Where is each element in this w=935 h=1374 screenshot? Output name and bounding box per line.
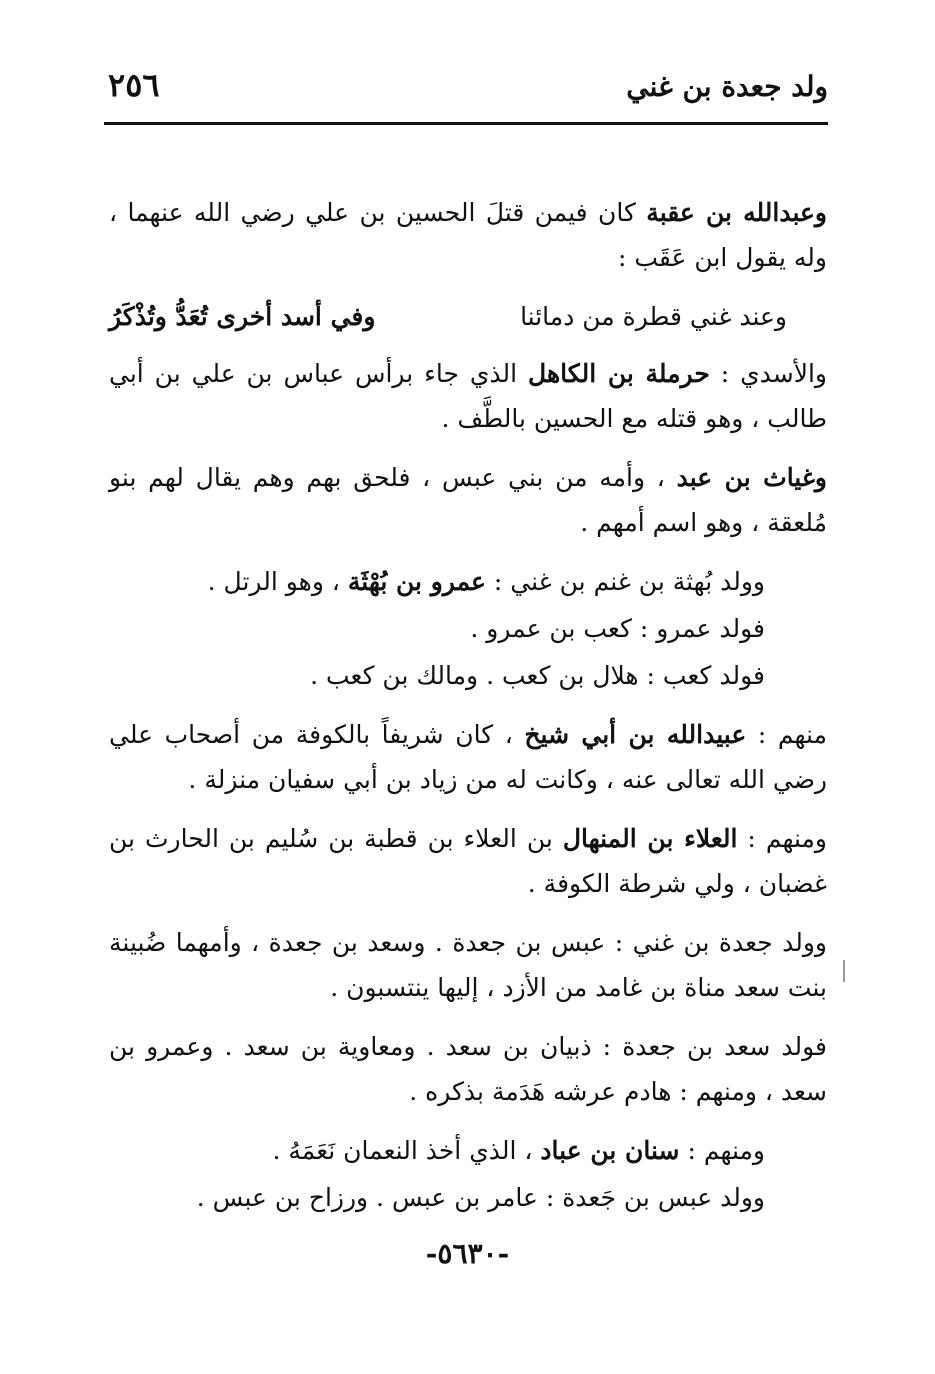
verse-first-hemistich: وعند غني قطرة من دمائنا <box>520 302 787 331</box>
paragraph-prefix: ومنهم : <box>679 1136 765 1165</box>
paragraph-text: فولد سعد بن جعدة : ذبيان بن سعد . ومعاوية بن سعد . وعمرو بن سعد ، ومنهم : هادم عرشه هَدَمة بذكره . <box>109 1032 827 1106</box>
header-rule <box>104 122 828 125</box>
paragraph-lead: وغياث بن عبد <box>676 463 827 492</box>
paragraph <box>109 1128 827 1173</box>
paragraph <box>109 712 827 802</box>
paragraph-text: وولد عبس بن جَعدة : عامر بن عبس . ورزاح بن عبس . <box>196 1183 765 1212</box>
paragraph-text: وولد جعدة بن غني : عبس بن جعدة . وسعد بن جعدة ، وأمهما ضُبينة بنت سعد مناة بن غامد من الأزد ، إليها ينتسبون . <box>109 928 827 1002</box>
page-body <box>109 190 827 1234</box>
paragraph-text: ، وهو الرتل . <box>207 567 348 596</box>
paragraph <box>109 190 827 280</box>
paragraph-text: ، الذي أخذ النعمان نَعَمَهُ . <box>272 1136 541 1165</box>
paragraph-prefix: ومنهم : <box>737 824 827 853</box>
scan-edge-mark <box>843 960 845 982</box>
poem-verse <box>109 294 827 339</box>
paragraph <box>109 1175 827 1220</box>
paragraph-text: ، كان شريفاً بالكوفة من أصحاب علي رضي الله تعالى عنه ، وكانت له من زياد بن أبي سفيان منزلة . <box>109 720 827 794</box>
page-number-top: ٢٥٦ <box>108 66 160 104</box>
paragraph-text: فولد عمرو : كعب بن عمرو . <box>470 614 765 643</box>
paragraph <box>109 351 827 441</box>
paragraph-prefix: والأسدي : <box>709 359 827 388</box>
paragraph-text: بن العلاء بن قطبة بن سُليم بن الحارث بن غضبان ، ولي شرطة الكوفة . <box>109 824 827 898</box>
paragraph <box>109 920 827 1010</box>
paragraph <box>109 1024 827 1114</box>
paragraph <box>109 559 827 604</box>
page-number-footer: -٥٦٣٠- <box>425 1237 510 1270</box>
verse-second-hemistich: وفي أسد أخرى تُعَدُّ وتُذْكَرُ <box>109 302 376 331</box>
paragraph-text: كان فيمن قتلَ الحسين بن علي رضي الله عنهما ، وله يقول ابن عَقَب : <box>109 198 827 272</box>
paragraph-text: ، وأمه من بني عبس ، فلحق بهم وهم يقال لهم بنو مُلعقة ، وهو اسم أمهم . <box>109 463 827 537</box>
paragraph-prefix: منهم : <box>746 720 827 749</box>
paragraph-lead: عبيدالله بن أبي شيخ <box>524 720 747 749</box>
paragraph <box>109 816 827 906</box>
paragraph <box>109 653 827 698</box>
paragraph <box>109 606 827 651</box>
paragraph-text: فولد كعب : هلال بن كعب . ومالك بن كعب . <box>310 661 765 690</box>
paragraph-text: الذي جاء برأس عباس بن علي بن أبي طالب ، وهو قتله مع الحسين بالطَّف . <box>109 359 827 433</box>
paragraph-lead: العلاء بن المنهال <box>562 824 738 853</box>
paragraph-lead: وعبدالله بن عقبة <box>646 198 827 227</box>
paragraph-lead: حرملة بن الكاهل <box>528 359 710 388</box>
paragraph-prefix: وولد بُهثة بن غنم بن غني : <box>485 567 765 596</box>
page-header <box>108 66 828 118</box>
paragraph <box>109 455 827 545</box>
paragraph-lead: عمرو بن بُهْثَة <box>347 567 486 596</box>
paragraph-lead: سنان بن عباد <box>540 1136 680 1165</box>
running-title: ولد جعدة بن غني <box>626 70 828 103</box>
